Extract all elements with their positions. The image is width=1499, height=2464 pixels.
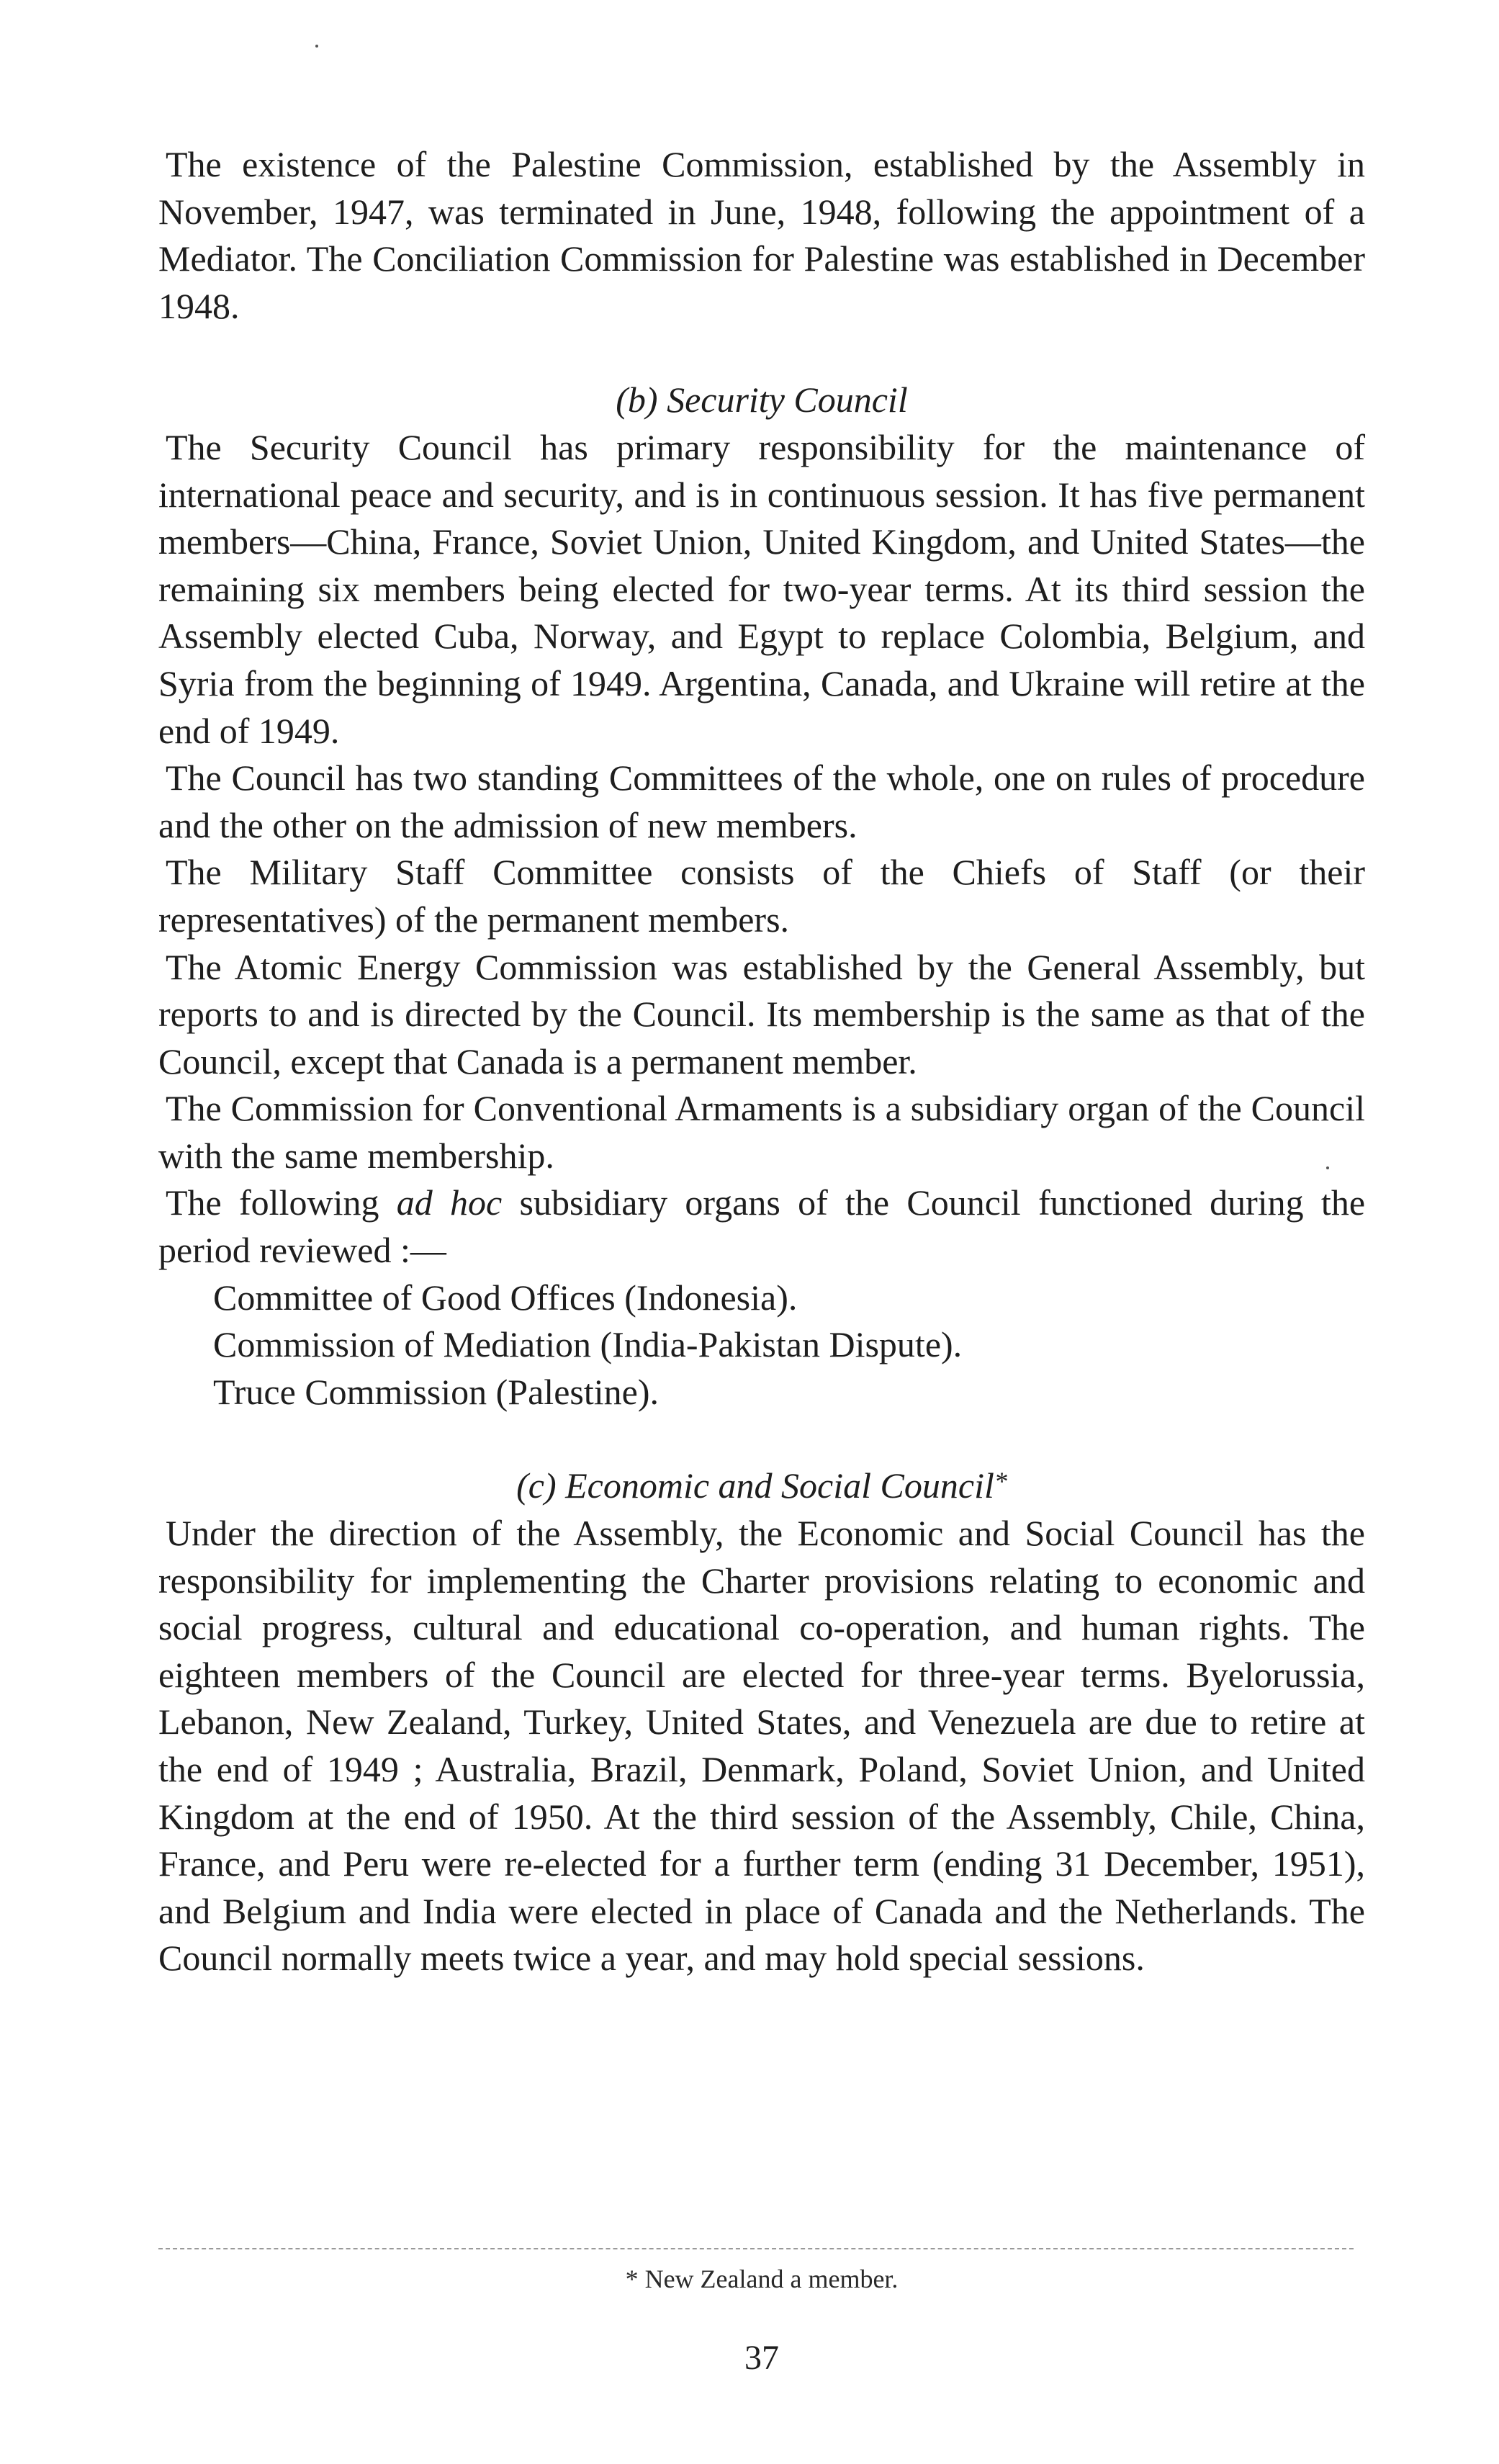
security-council-paragraph-2: The Council has two standing Committees of the whole, one on rules of procedure and the other on the admission of new members. xyxy=(158,757,1365,845)
organ-list-item: Commission of Mediation (India-Pakistan Dispute). xyxy=(213,1324,963,1365)
footnote: * New Zealand a member. xyxy=(625,2265,899,2293)
footnote-rule xyxy=(158,2248,1354,2249)
adhoc-organs-paragraph xyxy=(158,1179,1365,1274)
adhoc-term: ad hoc xyxy=(396,1182,503,1223)
intro-paragraph: The existence of the Palestine Commission, established by the Assembly in November, 1947, was terminated in June, 1948, following the appointment of a Mediator. The Conciliation Commission for Palestine was established in December 1948. xyxy=(158,144,1365,326)
footnote-marker: * xyxy=(994,1467,1007,1496)
economic-social-council-heading-text: (c) Economic and Social Council xyxy=(516,1465,994,1506)
main-text xyxy=(158,141,1365,1982)
organ-list-item: Truce Commission (Palestine). xyxy=(213,1371,659,1412)
organ-list-item: Committee of Good Offices (Indonesia). xyxy=(213,1277,798,1318)
economic-social-council-heading xyxy=(158,1462,1365,1510)
security-council-heading: (b) Security Council xyxy=(616,379,908,421)
section-spacer xyxy=(158,1416,1365,1462)
print-speck xyxy=(315,45,318,48)
section-spacer xyxy=(158,330,1365,377)
economic-social-council-paragraph: Under the direction of the Assembly, the Economic and Social Council has the responsibility for implementing the Charter provisions relating to economic and social progress, cultural and educational co-operation, and human rights. The eighteen members of the Council are elected for three-year terms. Byelorussia, Lebanon, New Zealand, Turkey, United States, and Venezuela are due to retire at the end of 1949 ; Australia, Brazil, Denmark, Poland, Soviet Union, and United Kingdom at the end of 1950. At the third session of the Assembly, Chile, China, France, and Peru were re-elected for a further term (ending 31 December, 1951), and Belgium and India were elected in place of Canada and the Netherlands. The Council normally meets twice a year, and may hold special sessions. xyxy=(158,1513,1365,1979)
security-council-paragraph-3: The Military Staff Committee consists of the Chiefs of Staff (or their representatives) of the permanent members. xyxy=(158,852,1365,940)
security-council-paragraph-4: The Atomic Energy Commission was established by the General Assembly, but reports to and is directed by the Council. Its membership is the same as that of the Council, except that Canada is a permanent member. xyxy=(158,946,1365,1082)
security-council-paragraph-5: The Commission for Conventional Armaments is a subsidiary organ of the Council with the same membership. xyxy=(158,1088,1365,1176)
security-council-paragraph-1: The Security Council has primary responsibility for the maintenance of international peace and security, and is in continuous session. It has five permanent members—China, France, Soviet Union, United Kingdom, and United States—the remaining six members being elected for two-year terms. At its third session the Assembly elected Cuba, Norway, and Egypt to replace Colombia, Belgium, and Syria from the beginning of 1949. Argentina, Canada, and Ukraine will retire at the end of 1949. xyxy=(158,426,1365,751)
page-number: 37 xyxy=(744,2339,779,2377)
adhoc-intro-after: subsidiary organs of the Council functioned during the period reviewed :— xyxy=(158,1182,1366,1271)
adhoc-intro-before: The following xyxy=(166,1182,379,1223)
